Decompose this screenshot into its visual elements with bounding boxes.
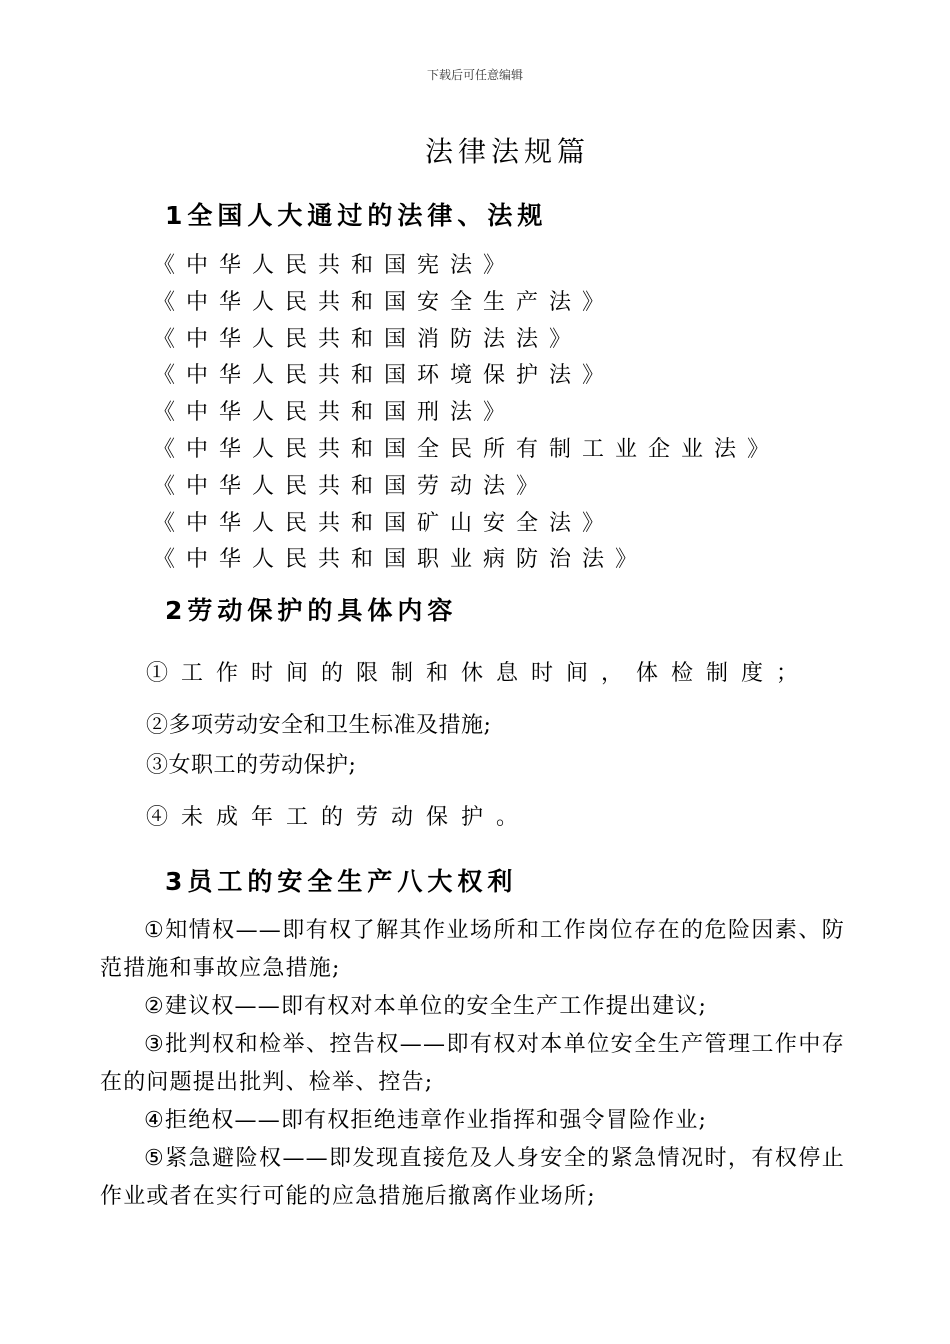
right-number: ②: [144, 994, 165, 1019]
right-paragraph: [100, 1102, 845, 1140]
right-number: ①: [144, 918, 166, 943]
right-name: 紧急避险权: [165, 1146, 283, 1171]
right-paragraph: [100, 1140, 845, 1216]
law-item: 《中华人民共和国宪法》: [153, 253, 517, 278]
labor-protection-item: ①工作时间的限制和休息时间，体检制度；: [146, 661, 812, 686]
right-name: 知情权: [165, 918, 236, 943]
law-item: 《中华人民共和国消防法法》: [153, 326, 583, 352]
law-item: 《中华人民共和国职业病防治法》: [153, 547, 649, 573]
rights-list: [100, 912, 845, 1216]
section-heading-laws: 1全国人大通过的法律、法规: [165, 201, 548, 230]
right-paragraph: [100, 1026, 845, 1102]
law-item: 《中华人民共和国全民所有制工业企业法》: [153, 436, 781, 462]
right-name: 建议权: [164, 994, 235, 1019]
document-title: 法律法规篇: [425, 135, 591, 168]
law-item: 《中华人民共和国劳动法》: [153, 473, 550, 499]
labor-protection-item: ②多项劳动安全和卫生标准及措施;: [146, 713, 492, 738]
labor-protection-item: ④未成年工的劳动保护。: [146, 805, 532, 830]
right-number: ⑤: [144, 1146, 166, 1171]
law-item: 《中华人民共和国安全生产法》: [153, 289, 616, 315]
right-description: ——即有权了解其作业场所和工作岗位存在的危险因素、防范措施和事故应急措施;: [100, 918, 845, 981]
right-number: ④: [144, 1108, 165, 1133]
section-heading-labor-protection: 2劳动保护的具体内容: [165, 596, 458, 625]
right-paragraph: [100, 912, 845, 988]
law-item: 《中华人民共和国刑法》: [153, 400, 517, 426]
right-number: ③: [144, 1032, 166, 1057]
right-name: 拒绝权: [164, 1108, 235, 1133]
labor-protection-item: ③女职工的劳动保护;: [146, 753, 357, 778]
right-paragraph: [100, 988, 845, 1026]
right-name: 批判权和检举、控告权: [165, 1032, 400, 1057]
right-description: ——即有权对本单位安全生产管理工作中存在的问题提出批判、检举、控告;: [100, 1032, 845, 1095]
law-list: [153, 248, 780, 579]
law-item: 《中华人民共和国环境保护法》: [153, 363, 616, 389]
law-item: 《中华人民共和国矿山安全法》: [153, 510, 616, 536]
right-description: ——即有权拒绝违章作业指挥和强令冒险作业;: [234, 1108, 708, 1133]
header-note: 下载后可任意编辑: [426, 68, 523, 82]
right-description: ——即发现直接危及人身安全的紧急情况时，有权停止作业或者在实行可能的应急措施后撤离作业场所;: [100, 1146, 845, 1209]
section-heading-employee-rights: 3员工的安全生产八大权利: [165, 867, 518, 896]
right-description: ——即有权对本单位的安全生产工作提出建议;: [234, 994, 708, 1019]
